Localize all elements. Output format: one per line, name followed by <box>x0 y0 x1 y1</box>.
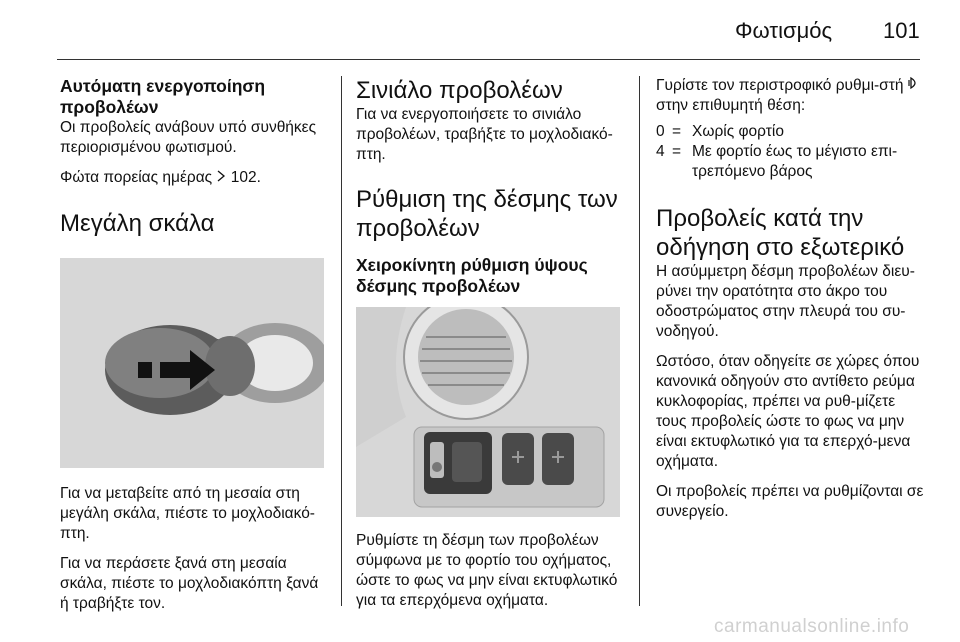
drl-page-ref: 102. <box>230 169 261 186</box>
abroad-heading: Προβολείς κατά την οδήγηση στο εξωτερικό <box>656 205 905 261</box>
list-item <box>656 142 926 182</box>
abroad-text-2: Ωστόσο, όταν οδηγείτε σε χώρες όπου κανονικά οδηγούν στο αντίθετο ρεύμα κυκλοφορίας, πρέπει να ρυθ-μίζετε τους προβολείς ώστε το φως να μην είναι εκτυφλωτικό για τα επερχό-μενα οχήματα. <box>656 353 920 470</box>
drl-reference <box>60 168 328 188</box>
drl-text: Φώτα πορείας ημέρας <box>60 169 213 186</box>
page-number: 101 <box>883 18 920 43</box>
page-reference-arrow-icon <box>216 169 230 186</box>
headlight-range-dial-icon <box>432 462 442 472</box>
dial-intro-text-2: στην επιθυμητή θέση: <box>656 97 806 114</box>
dial-intro <box>656 76 926 116</box>
column-1 <box>60 76 328 614</box>
chapter-title: Φωτισμός <box>735 18 833 43</box>
column-3 <box>656 76 926 522</box>
high-beam-heading: Μεγάλη σκάλα <box>60 210 215 237</box>
list-item <box>656 122 926 142</box>
list-text: Με φορτίο έως το μέγιστο επι-τρεπόμενο βάρος <box>692 143 898 180</box>
high-beam-on-text: Για να μεταβείτε από τη μεσαία στη μεγάλη σκάλα, πιέστε το μοχλοδιακό-πτη. <box>60 485 315 542</box>
auto-headlights-text: Οι προβολείς ανάβουν υπό συνθήκες περιορισμένου φωτισμού. <box>60 119 317 156</box>
abroad-text-1: Η ασύμμετρη δέσμη προβολέων διευ-ρύνει την ορατότητα στο άκρο του οδοστρώματος στην πλευρά του συ-νοδηγού. <box>656 263 915 340</box>
headlight-range-icon <box>908 77 922 94</box>
list-key: 4 <box>656 143 665 160</box>
beam-adjust-heading: Ρύθμιση της δέσμης των προβολέων <box>356 186 618 242</box>
flash-text: Για να ενεργοποιήσετε το σινιάλο προβολέων, τραβήξτε το μοχλοδιακό-πτη. <box>356 106 613 163</box>
list-text: Χωρίς φορτίο <box>692 123 784 140</box>
manual-adjust-heading: Χειροκίνητη ρύθμιση ύψους δέσμης προβολέων <box>356 255 588 296</box>
dial-intro-text: Γυρίστε τον περιστροφικό ρυθμι-στή <box>656 77 904 94</box>
column-2 <box>356 76 624 611</box>
list-sep: = <box>672 143 682 160</box>
watermark: carmanualsonline.info <box>714 616 910 637</box>
manual-adjust-text: Ρυθμίστε τη δέσμη των προβολέων σύμφωνα με το φορτίο του οχήματος, ώστε το φως να μην είναι εκτυφλωτικό για τα επερχόμενα οχήματα. <box>356 532 618 609</box>
flash-heading: Σινιάλο προβολέων <box>356 77 563 104</box>
list-sep: = <box>672 123 682 140</box>
list-key: 0 <box>656 123 665 140</box>
column-divider <box>341 76 342 606</box>
header-rule <box>57 59 920 60</box>
abroad-text-3: Οι προβολείς πρέπει να ρυθμίζονται σε συνεργείο. <box>656 483 924 520</box>
high-beam-lever-figure <box>60 258 324 468</box>
high-beam-off-text: Για να περάσετε ξανά στη μεσαία σκάλα, πιέστε το μοχλοδιακόπτη ξανά ή τραβήξτε τον. <box>60 555 319 612</box>
column-divider <box>639 76 640 606</box>
headlight-range-dial-figure <box>356 307 620 517</box>
load-position-list <box>656 122 926 182</box>
auto-headlights-heading: Αυτόματη ενεργοποίηση προβολέων <box>60 76 266 117</box>
